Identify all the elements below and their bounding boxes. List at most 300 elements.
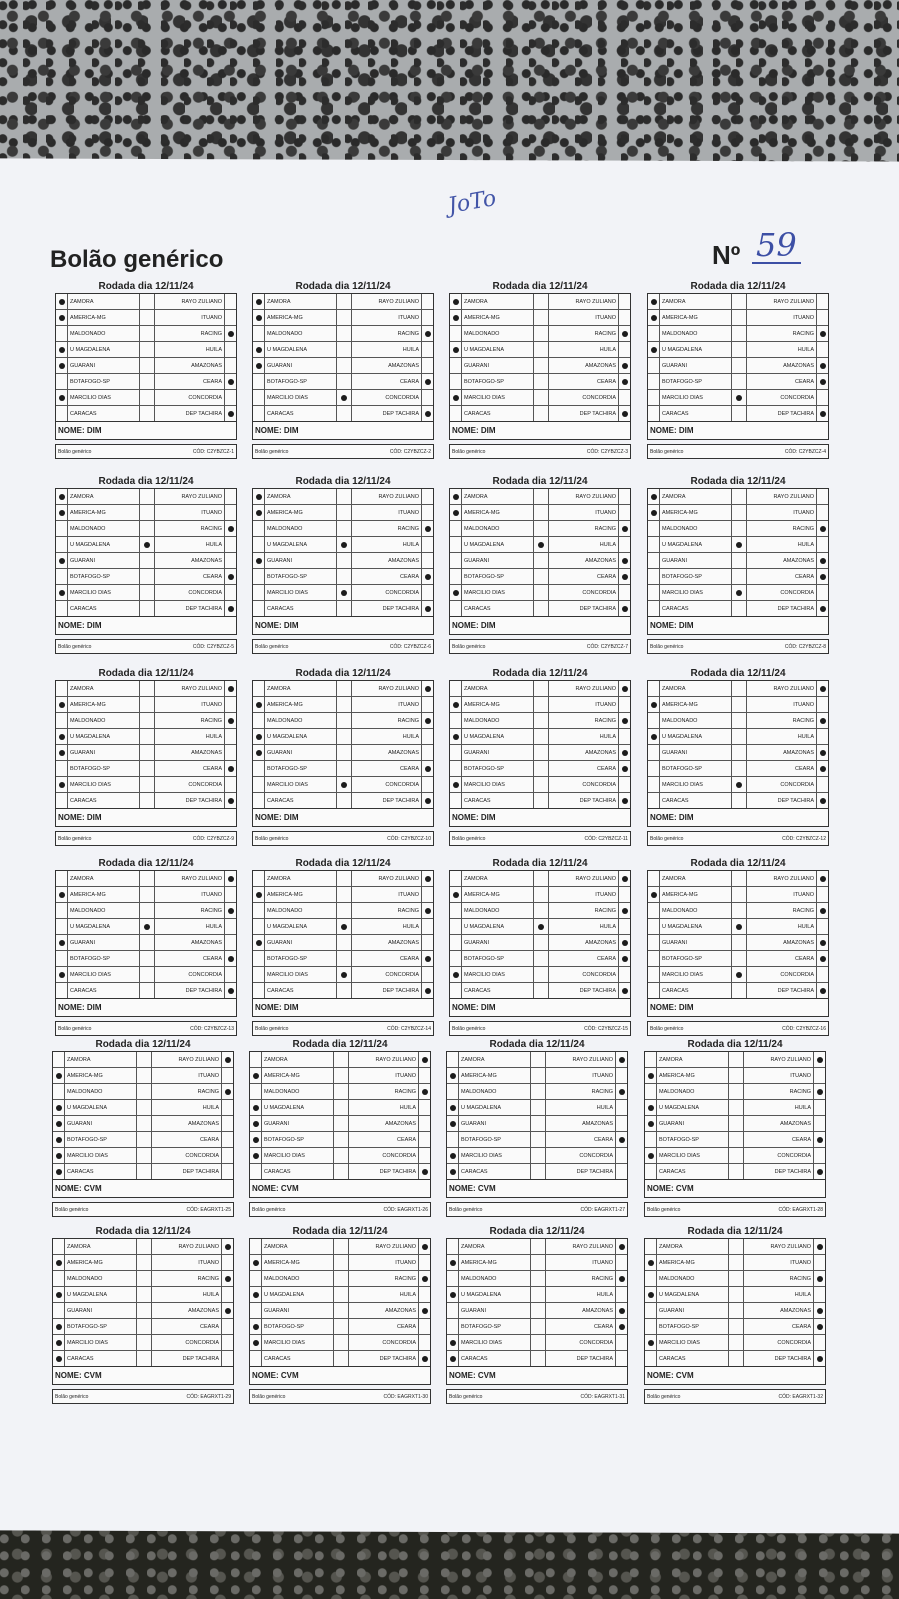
home-pick-cell[interactable] <box>56 919 68 934</box>
home-pick-cell[interactable] <box>53 1335 65 1350</box>
draw-pick-cell[interactable] <box>140 903 155 918</box>
away-pick-cell[interactable] <box>419 1164 430 1179</box>
draw-pick-cell[interactable] <box>140 569 155 584</box>
away-pick-cell[interactable] <box>422 887 433 902</box>
away-pick-cell[interactable] <box>619 761 630 776</box>
home-pick-cell[interactable] <box>56 489 68 504</box>
home-pick-cell[interactable] <box>450 935 462 950</box>
away-pick-cell[interactable] <box>619 601 630 616</box>
home-pick-cell[interactable] <box>253 374 265 389</box>
draw-pick-cell[interactable] <box>534 729 549 744</box>
away-pick-cell[interactable] <box>817 745 828 760</box>
draw-pick-cell[interactable] <box>337 951 352 966</box>
draw-pick-cell[interactable] <box>534 887 549 902</box>
away-pick-cell[interactable] <box>419 1303 430 1318</box>
home-pick-cell[interactable] <box>447 1052 459 1067</box>
draw-pick-cell[interactable] <box>732 310 747 325</box>
away-pick-cell[interactable] <box>422 358 433 373</box>
home-pick-cell[interactable] <box>450 777 462 792</box>
away-pick-cell[interactable] <box>225 793 236 808</box>
home-pick-cell[interactable] <box>447 1319 459 1334</box>
home-pick-cell[interactable] <box>56 951 68 966</box>
away-pick-cell[interactable] <box>422 390 433 405</box>
away-pick-cell[interactable] <box>422 871 433 886</box>
draw-pick-cell[interactable] <box>534 537 549 552</box>
draw-pick-cell[interactable] <box>534 871 549 886</box>
away-pick-cell[interactable] <box>222 1319 233 1334</box>
away-pick-cell[interactable] <box>814 1148 825 1163</box>
away-pick-cell[interactable] <box>222 1052 233 1067</box>
home-pick-cell[interactable] <box>56 935 68 950</box>
home-pick-cell[interactable] <box>253 729 265 744</box>
draw-pick-cell[interactable] <box>531 1068 546 1083</box>
draw-pick-cell[interactable] <box>534 745 549 760</box>
away-pick-cell[interactable] <box>817 777 828 792</box>
home-pick-cell[interactable] <box>447 1239 459 1254</box>
home-pick-cell[interactable] <box>56 761 68 776</box>
away-pick-cell[interactable] <box>619 390 630 405</box>
draw-pick-cell[interactable] <box>732 406 747 421</box>
draw-pick-cell[interactable] <box>334 1255 349 1270</box>
home-pick-cell[interactable] <box>450 713 462 728</box>
away-pick-cell[interactable] <box>619 871 630 886</box>
away-pick-cell[interactable] <box>225 935 236 950</box>
away-pick-cell[interactable] <box>422 745 433 760</box>
home-pick-cell[interactable] <box>53 1287 65 1302</box>
away-pick-cell[interactable] <box>817 358 828 373</box>
home-pick-cell[interactable] <box>648 871 660 886</box>
away-pick-cell[interactable] <box>422 793 433 808</box>
home-pick-cell[interactable] <box>56 406 68 421</box>
away-pick-cell[interactable] <box>817 935 828 950</box>
away-pick-cell[interactable] <box>619 793 630 808</box>
home-pick-cell[interactable] <box>450 871 462 886</box>
home-pick-cell[interactable] <box>250 1164 262 1179</box>
draw-pick-cell[interactable] <box>732 374 747 389</box>
away-pick-cell[interactable] <box>814 1116 825 1131</box>
home-pick-cell[interactable] <box>645 1351 657 1366</box>
draw-pick-cell[interactable] <box>534 374 549 389</box>
draw-pick-cell[interactable] <box>140 585 155 600</box>
away-pick-cell[interactable] <box>619 585 630 600</box>
draw-pick-cell[interactable] <box>732 729 747 744</box>
draw-pick-cell[interactable] <box>534 553 549 568</box>
draw-pick-cell[interactable] <box>334 1052 349 1067</box>
draw-pick-cell[interactable] <box>534 390 549 405</box>
draw-pick-cell[interactable] <box>732 553 747 568</box>
home-pick-cell[interactable] <box>53 1164 65 1179</box>
away-pick-cell[interactable] <box>422 310 433 325</box>
away-pick-cell[interactable] <box>619 294 630 309</box>
home-pick-cell[interactable] <box>250 1255 262 1270</box>
away-pick-cell[interactable] <box>422 326 433 341</box>
draw-pick-cell[interactable] <box>729 1287 744 1302</box>
draw-pick-cell[interactable] <box>534 951 549 966</box>
draw-pick-cell[interactable] <box>137 1303 152 1318</box>
away-pick-cell[interactable] <box>419 1132 430 1147</box>
away-pick-cell[interactable] <box>814 1351 825 1366</box>
draw-pick-cell[interactable] <box>140 887 155 902</box>
away-pick-cell[interactable] <box>814 1271 825 1286</box>
home-pick-cell[interactable] <box>648 521 660 536</box>
draw-pick-cell[interactable] <box>337 521 352 536</box>
draw-pick-cell[interactable] <box>137 1132 152 1147</box>
home-pick-cell[interactable] <box>53 1132 65 1147</box>
away-pick-cell[interactable] <box>817 406 828 421</box>
away-pick-cell[interactable] <box>225 489 236 504</box>
home-pick-cell[interactable] <box>450 761 462 776</box>
away-pick-cell[interactable] <box>616 1132 627 1147</box>
home-pick-cell[interactable] <box>450 697 462 712</box>
draw-pick-cell[interactable] <box>140 729 155 744</box>
draw-pick-cell[interactable] <box>531 1351 546 1366</box>
draw-pick-cell[interactable] <box>732 390 747 405</box>
home-pick-cell[interactable] <box>450 569 462 584</box>
draw-pick-cell[interactable] <box>732 521 747 536</box>
draw-pick-cell[interactable] <box>732 903 747 918</box>
away-pick-cell[interactable] <box>422 713 433 728</box>
away-pick-cell[interactable] <box>225 887 236 902</box>
draw-pick-cell[interactable] <box>337 697 352 712</box>
draw-pick-cell[interactable] <box>334 1100 349 1115</box>
home-pick-cell[interactable] <box>250 1084 262 1099</box>
draw-pick-cell[interactable] <box>534 358 549 373</box>
away-pick-cell[interactable] <box>222 1271 233 1286</box>
away-pick-cell[interactable] <box>422 537 433 552</box>
away-pick-cell[interactable] <box>422 342 433 357</box>
away-pick-cell[interactable] <box>225 761 236 776</box>
away-pick-cell[interactable] <box>419 1287 430 1302</box>
draw-pick-cell[interactable] <box>531 1148 546 1163</box>
away-pick-cell[interactable] <box>422 681 433 696</box>
draw-pick-cell[interactable] <box>729 1164 744 1179</box>
away-pick-cell[interactable] <box>419 1351 430 1366</box>
away-pick-cell[interactable] <box>817 374 828 389</box>
draw-pick-cell[interactable] <box>140 745 155 760</box>
away-pick-cell[interactable] <box>225 505 236 520</box>
away-pick-cell[interactable] <box>616 1100 627 1115</box>
home-pick-cell[interactable] <box>450 601 462 616</box>
draw-pick-cell[interactable] <box>337 601 352 616</box>
away-pick-cell[interactable] <box>619 553 630 568</box>
draw-pick-cell[interactable] <box>732 887 747 902</box>
away-pick-cell[interactable] <box>817 919 828 934</box>
away-pick-cell[interactable] <box>619 729 630 744</box>
home-pick-cell[interactable] <box>648 681 660 696</box>
home-pick-cell[interactable] <box>253 761 265 776</box>
away-pick-cell[interactable] <box>619 713 630 728</box>
home-pick-cell[interactable] <box>53 1239 65 1254</box>
away-pick-cell[interactable] <box>619 681 630 696</box>
away-pick-cell[interactable] <box>616 1052 627 1067</box>
home-pick-cell[interactable] <box>56 697 68 712</box>
home-pick-cell[interactable] <box>253 887 265 902</box>
home-pick-cell[interactable] <box>648 569 660 584</box>
away-pick-cell[interactable] <box>422 903 433 918</box>
draw-pick-cell[interactable] <box>732 761 747 776</box>
away-pick-cell[interactable] <box>619 967 630 982</box>
home-pick-cell[interactable] <box>56 983 68 998</box>
home-pick-cell[interactable] <box>56 681 68 696</box>
away-pick-cell[interactable] <box>225 729 236 744</box>
draw-pick-cell[interactable] <box>337 777 352 792</box>
away-pick-cell[interactable] <box>222 1084 233 1099</box>
away-pick-cell[interactable] <box>814 1100 825 1115</box>
home-pick-cell[interactable] <box>450 489 462 504</box>
home-pick-cell[interactable] <box>250 1303 262 1318</box>
draw-pick-cell[interactable] <box>534 310 549 325</box>
away-pick-cell[interactable] <box>817 729 828 744</box>
draw-pick-cell[interactable] <box>729 1239 744 1254</box>
away-pick-cell[interactable] <box>817 390 828 405</box>
away-pick-cell[interactable] <box>817 342 828 357</box>
home-pick-cell[interactable] <box>56 553 68 568</box>
home-pick-cell[interactable] <box>53 1116 65 1131</box>
draw-pick-cell[interactable] <box>334 1084 349 1099</box>
home-pick-cell[interactable] <box>250 1132 262 1147</box>
home-pick-cell[interactable] <box>253 326 265 341</box>
draw-pick-cell[interactable] <box>140 601 155 616</box>
draw-pick-cell[interactable] <box>137 1271 152 1286</box>
draw-pick-cell[interactable] <box>140 326 155 341</box>
away-pick-cell[interactable] <box>222 1148 233 1163</box>
away-pick-cell[interactable] <box>222 1100 233 1115</box>
draw-pick-cell[interactable] <box>729 1084 744 1099</box>
draw-pick-cell[interactable] <box>337 793 352 808</box>
draw-pick-cell[interactable] <box>140 871 155 886</box>
away-pick-cell[interactable] <box>616 1068 627 1083</box>
home-pick-cell[interactable] <box>253 585 265 600</box>
home-pick-cell[interactable] <box>648 951 660 966</box>
away-pick-cell[interactable] <box>817 537 828 552</box>
draw-pick-cell[interactable] <box>337 342 352 357</box>
home-pick-cell[interactable] <box>648 489 660 504</box>
draw-pick-cell[interactable] <box>337 294 352 309</box>
draw-pick-cell[interactable] <box>137 1287 152 1302</box>
draw-pick-cell[interactable] <box>140 951 155 966</box>
away-pick-cell[interactable] <box>814 1068 825 1083</box>
away-pick-cell[interactable] <box>814 1084 825 1099</box>
draw-pick-cell[interactable] <box>531 1335 546 1350</box>
away-pick-cell[interactable] <box>616 1271 627 1286</box>
away-pick-cell[interactable] <box>619 745 630 760</box>
home-pick-cell[interactable] <box>645 1084 657 1099</box>
home-pick-cell[interactable] <box>56 745 68 760</box>
draw-pick-cell[interactable] <box>334 1148 349 1163</box>
home-pick-cell[interactable] <box>648 326 660 341</box>
home-pick-cell[interactable] <box>250 1319 262 1334</box>
away-pick-cell[interactable] <box>422 521 433 536</box>
draw-pick-cell[interactable] <box>337 681 352 696</box>
draw-pick-cell[interactable] <box>137 1239 152 1254</box>
away-pick-cell[interactable] <box>225 713 236 728</box>
away-pick-cell[interactable] <box>616 1351 627 1366</box>
away-pick-cell[interactable] <box>619 983 630 998</box>
away-pick-cell[interactable] <box>222 1335 233 1350</box>
home-pick-cell[interactable] <box>645 1116 657 1131</box>
draw-pick-cell[interactable] <box>534 983 549 998</box>
away-pick-cell[interactable] <box>619 406 630 421</box>
home-pick-cell[interactable] <box>447 1351 459 1366</box>
home-pick-cell[interactable] <box>447 1335 459 1350</box>
away-pick-cell[interactable] <box>225 871 236 886</box>
draw-pick-cell[interactable] <box>337 935 352 950</box>
home-pick-cell[interactable] <box>250 1052 262 1067</box>
away-pick-cell[interactable] <box>422 489 433 504</box>
draw-pick-cell[interactable] <box>337 569 352 584</box>
draw-pick-cell[interactable] <box>534 713 549 728</box>
away-pick-cell[interactable] <box>225 903 236 918</box>
draw-pick-cell[interactable] <box>334 1287 349 1302</box>
away-pick-cell[interactable] <box>616 1239 627 1254</box>
draw-pick-cell[interactable] <box>732 983 747 998</box>
draw-pick-cell[interactable] <box>334 1335 349 1350</box>
home-pick-cell[interactable] <box>56 601 68 616</box>
away-pick-cell[interactable] <box>419 1116 430 1131</box>
away-pick-cell[interactable] <box>225 569 236 584</box>
draw-pick-cell[interactable] <box>732 951 747 966</box>
home-pick-cell[interactable] <box>447 1132 459 1147</box>
draw-pick-cell[interactable] <box>729 1100 744 1115</box>
away-pick-cell[interactable] <box>817 951 828 966</box>
draw-pick-cell[interactable] <box>531 1319 546 1334</box>
draw-pick-cell[interactable] <box>531 1052 546 1067</box>
away-pick-cell[interactable] <box>616 1164 627 1179</box>
away-pick-cell[interactable] <box>616 1148 627 1163</box>
draw-pick-cell[interactable] <box>140 967 155 982</box>
away-pick-cell[interactable] <box>225 601 236 616</box>
home-pick-cell[interactable] <box>447 1148 459 1163</box>
away-pick-cell[interactable] <box>619 537 630 552</box>
away-pick-cell[interactable] <box>422 761 433 776</box>
away-pick-cell[interactable] <box>422 294 433 309</box>
away-pick-cell[interactable] <box>422 374 433 389</box>
home-pick-cell[interactable] <box>56 793 68 808</box>
away-pick-cell[interactable] <box>619 887 630 902</box>
away-pick-cell[interactable] <box>619 951 630 966</box>
away-pick-cell[interactable] <box>817 521 828 536</box>
home-pick-cell[interactable] <box>648 374 660 389</box>
draw-pick-cell[interactable] <box>732 871 747 886</box>
away-pick-cell[interactable] <box>616 1303 627 1318</box>
away-pick-cell[interactable] <box>817 697 828 712</box>
draw-pick-cell[interactable] <box>140 681 155 696</box>
home-pick-cell[interactable] <box>253 951 265 966</box>
home-pick-cell[interactable] <box>645 1271 657 1286</box>
home-pick-cell[interactable] <box>53 1068 65 1083</box>
home-pick-cell[interactable] <box>253 310 265 325</box>
home-pick-cell[interactable] <box>447 1271 459 1286</box>
away-pick-cell[interactable] <box>619 326 630 341</box>
away-pick-cell[interactable] <box>419 1084 430 1099</box>
home-pick-cell[interactable] <box>56 537 68 552</box>
draw-pick-cell[interactable] <box>732 489 747 504</box>
draw-pick-cell[interactable] <box>137 1084 152 1099</box>
home-pick-cell[interactable] <box>450 793 462 808</box>
home-pick-cell[interactable] <box>450 585 462 600</box>
draw-pick-cell[interactable] <box>729 1132 744 1147</box>
home-pick-cell[interactable] <box>450 505 462 520</box>
draw-pick-cell[interactable] <box>531 1255 546 1270</box>
home-pick-cell[interactable] <box>648 729 660 744</box>
away-pick-cell[interactable] <box>616 1084 627 1099</box>
away-pick-cell[interactable] <box>225 585 236 600</box>
draw-pick-cell[interactable] <box>140 537 155 552</box>
away-pick-cell[interactable] <box>225 553 236 568</box>
draw-pick-cell[interactable] <box>334 1303 349 1318</box>
home-pick-cell[interactable] <box>253 569 265 584</box>
away-pick-cell[interactable] <box>817 887 828 902</box>
home-pick-cell[interactable] <box>53 1319 65 1334</box>
draw-pick-cell[interactable] <box>534 919 549 934</box>
home-pick-cell[interactable] <box>450 310 462 325</box>
away-pick-cell[interactable] <box>419 1068 430 1083</box>
away-pick-cell[interactable] <box>419 1271 430 1286</box>
home-pick-cell[interactable] <box>648 601 660 616</box>
home-pick-cell[interactable] <box>250 1239 262 1254</box>
draw-pick-cell[interactable] <box>337 761 352 776</box>
home-pick-cell[interactable] <box>53 1148 65 1163</box>
home-pick-cell[interactable] <box>447 1084 459 1099</box>
draw-pick-cell[interactable] <box>732 681 747 696</box>
draw-pick-cell[interactable] <box>137 1255 152 1270</box>
home-pick-cell[interactable] <box>648 935 660 950</box>
away-pick-cell[interactable] <box>225 983 236 998</box>
draw-pick-cell[interactable] <box>732 777 747 792</box>
away-pick-cell[interactable] <box>616 1116 627 1131</box>
home-pick-cell[interactable] <box>450 537 462 552</box>
away-pick-cell[interactable] <box>222 1132 233 1147</box>
home-pick-cell[interactable] <box>56 871 68 886</box>
home-pick-cell[interactable] <box>648 390 660 405</box>
away-pick-cell[interactable] <box>419 1100 430 1115</box>
home-pick-cell[interactable] <box>53 1255 65 1270</box>
draw-pick-cell[interactable] <box>337 326 352 341</box>
home-pick-cell[interactable] <box>645 1148 657 1163</box>
home-pick-cell[interactable] <box>450 983 462 998</box>
draw-pick-cell[interactable] <box>732 745 747 760</box>
home-pick-cell[interactable] <box>56 903 68 918</box>
away-pick-cell[interactable] <box>225 374 236 389</box>
home-pick-cell[interactable] <box>648 697 660 712</box>
home-pick-cell[interactable] <box>56 887 68 902</box>
home-pick-cell[interactable] <box>645 1164 657 1179</box>
draw-pick-cell[interactable] <box>534 761 549 776</box>
draw-pick-cell[interactable] <box>531 1084 546 1099</box>
away-pick-cell[interactable] <box>225 697 236 712</box>
draw-pick-cell[interactable] <box>140 489 155 504</box>
home-pick-cell[interactable] <box>645 1335 657 1350</box>
draw-pick-cell[interactable] <box>140 777 155 792</box>
draw-pick-cell[interactable] <box>732 294 747 309</box>
away-pick-cell[interactable] <box>422 983 433 998</box>
home-pick-cell[interactable] <box>645 1319 657 1334</box>
draw-pick-cell[interactable] <box>729 1068 744 1083</box>
draw-pick-cell[interactable] <box>534 697 549 712</box>
home-pick-cell[interactable] <box>56 505 68 520</box>
draw-pick-cell[interactable] <box>137 1068 152 1083</box>
home-pick-cell[interactable] <box>648 553 660 568</box>
home-pick-cell[interactable] <box>56 777 68 792</box>
home-pick-cell[interactable] <box>53 1271 65 1286</box>
draw-pick-cell[interactable] <box>140 919 155 934</box>
draw-pick-cell[interactable] <box>334 1239 349 1254</box>
away-pick-cell[interactable] <box>619 521 630 536</box>
away-pick-cell[interactable] <box>422 951 433 966</box>
draw-pick-cell[interactable] <box>732 697 747 712</box>
draw-pick-cell[interactable] <box>729 1255 744 1270</box>
draw-pick-cell[interactable] <box>140 390 155 405</box>
